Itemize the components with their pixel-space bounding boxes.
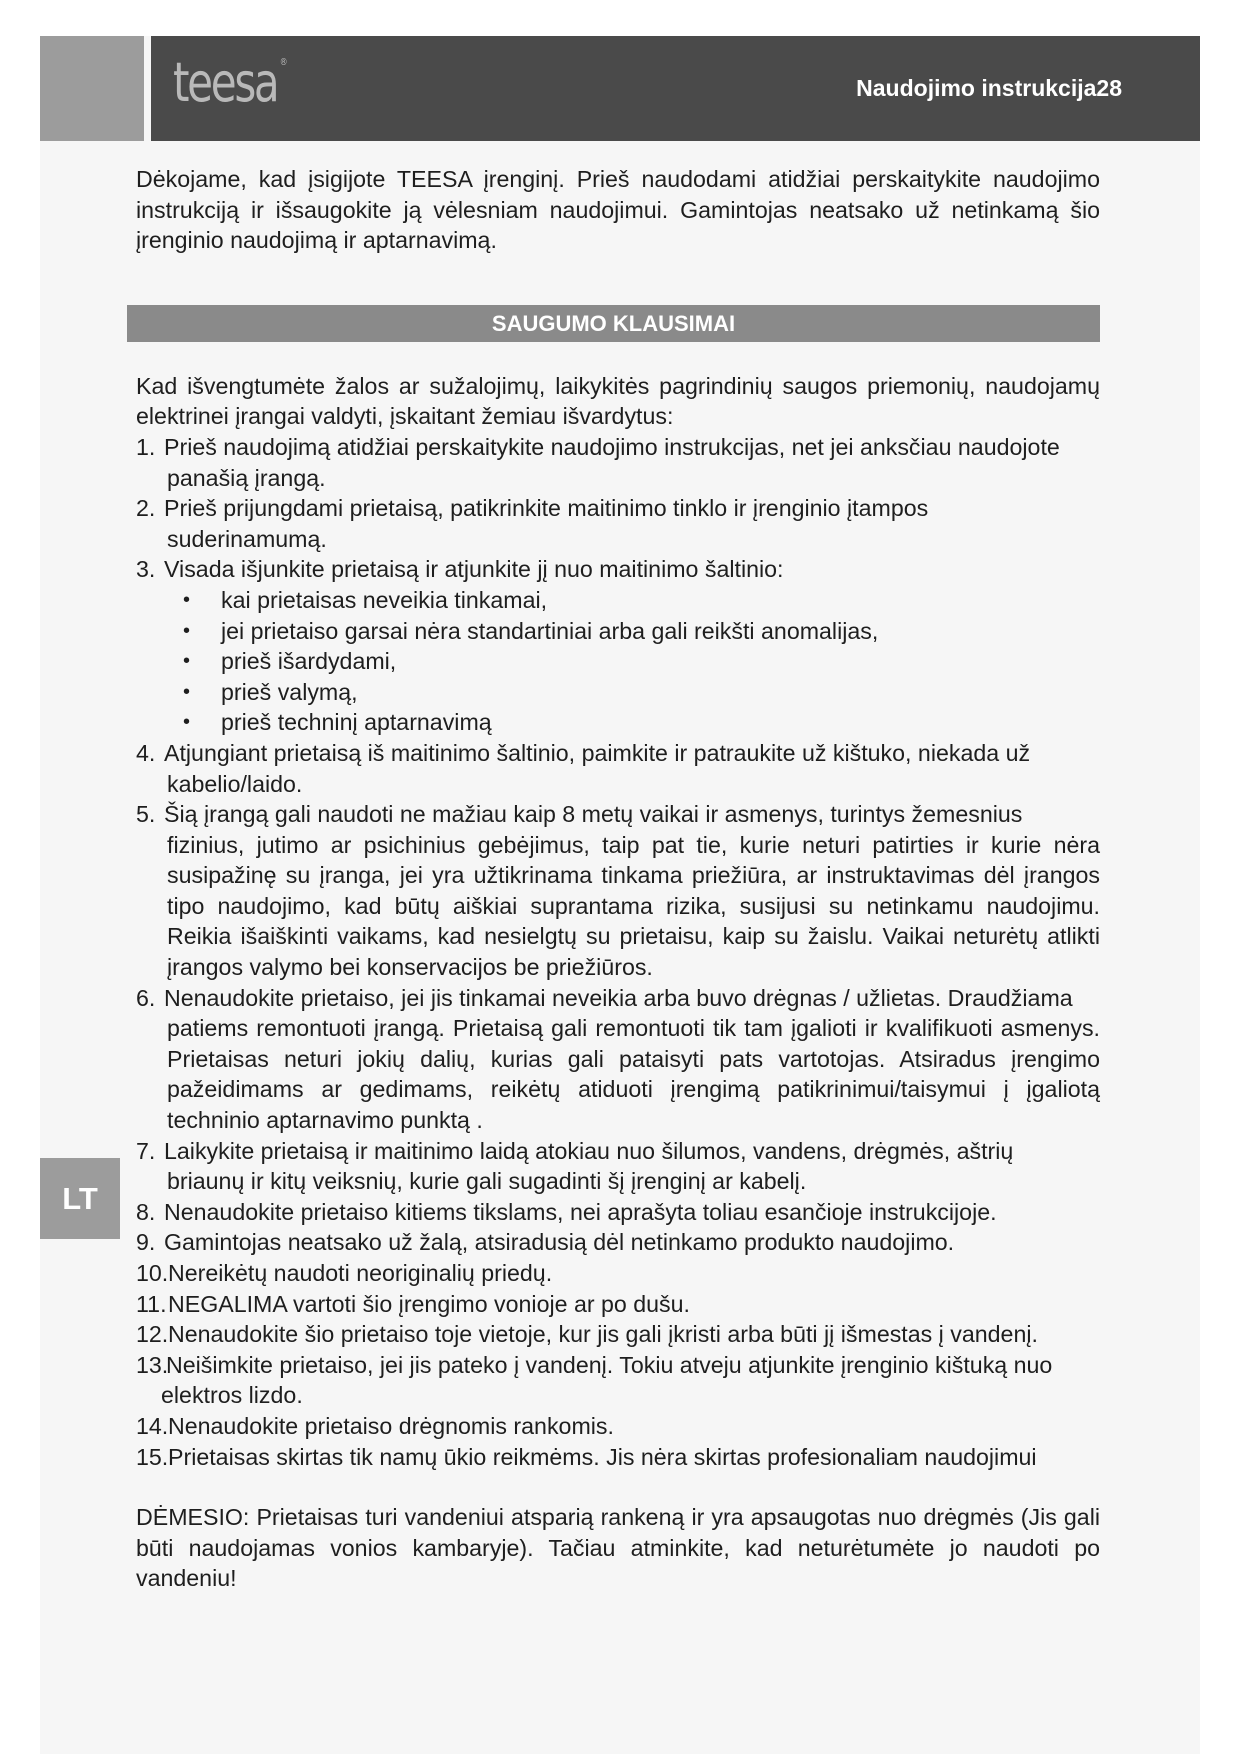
bullet-item: • prieš valymą,	[164, 677, 1100, 708]
item-text: Nenaudokite prietaiso drėgnomis rankomis.	[168, 1412, 614, 1439]
bullet-item: • prieš techninį aptarnavimą	[164, 707, 1100, 738]
item-text-continued: fizinius, jutimo ar psichinius gebėjimus, taip pat tie, kurie neturi patirties ir kurie nėra susipažinę su įranga, jei yra užtikrinama tinkama priežiūra, ar instruktavimas dėl įrangos tipo naudojimo, kad būtų aiškiai suprantama rizika, susijusi su netinkamu naudojimu. Reikia išaiškinti vaikams, kad nesielgtų su prietaisu, kaip su žaislu. Vaikai neturėtų atlikti įrangos valymo bei konservacijos be priežiūros.	[167, 831, 1100, 981]
item-number: 13.	[136, 1351, 169, 1378]
item-number: 5.	[136, 801, 156, 828]
bullet-item: • kai prietaisas neveikia tinkamai,	[164, 585, 1100, 616]
item-number: 3.	[136, 556, 156, 583]
item-text: Gamintojas neatsako už žalą, atsiradusią dėl netinkamo produkto naudojimo.	[164, 1229, 955, 1256]
item-text: Neišimkite prietaiso, jei jis pateko į vandenį. Tokiu atveju atjunkite įrenginio kištuką nuo	[166, 1351, 1053, 1378]
bullet-list	[164, 585, 1100, 738]
item-text: Laikykite prietaisą ir maitinimo laidą atokiau nuo šilumos, vandens, drėgmės, aštrių	[164, 1137, 1014, 1164]
item-text: Nenaudokite prietaiso kitiems tikslams, nei aprašyta toliau esančioje instrukcijoje.	[164, 1198, 997, 1225]
item-text: Prieš prijungdami prietaisą, patikrinkite maitinimo tinklo ir įrenginio įtampos	[164, 495, 929, 522]
list-item	[136, 1442, 1100, 1473]
safety-lead-paragraph: Kad išvengtumėte žalos ar sužalojimų, laikykitės pagrindinių saugos priemonių, naudojamų elektrinei įrangai valdyti, įskaitant žemiau išvardytus:	[136, 372, 1100, 430]
item-text: Šią įrangą gali naudoti ne mažiau kaip 8 metų vaikai ir asmenys, turintys žemesnius	[164, 801, 1023, 828]
item-text: Nenaudokite šio prietaiso toje vietoje, kur jis gali įkristi arba būti jį išmestas į vandenį.	[168, 1321, 1038, 1348]
item-number: 2.	[136, 495, 156, 522]
item-number: 7.	[136, 1137, 156, 1164]
item-number: 15.	[136, 1443, 169, 1470]
brand-logo-text: teesa	[173, 51, 278, 114]
item-number: 4.	[136, 739, 156, 766]
item-text: Nenaudokite prietaiso, jei jis tinkamai neveikia arba buvo drėgnas / užlietas. Draudžiama	[164, 984, 1073, 1011]
item-text-continued: elektros lizdo.	[161, 1382, 303, 1409]
item-text: Atjungiant prietaisą iš maitinimo šaltinio, paimkite ir patraukite už kištuko, niekada už	[164, 739, 1031, 766]
safety-rules-list	[136, 432, 1100, 1472]
item-text-continued: briaunų ir kitų veiksnių, kurie gali sugadinti šį įrenginį ar kabelį.	[167, 1168, 807, 1195]
item-text-continued: panašią įrangą.	[167, 464, 326, 491]
list-item	[136, 1258, 1100, 1289]
registered-mark: ®	[279, 57, 288, 68]
item-number: 1.	[136, 433, 156, 460]
item-text: Prieš naudojimą atidžiai perskaitykite naudojimo instrukcijas, net jei anksčiau naudojote	[164, 433, 1060, 460]
item-text-continued: suderinamumą.	[167, 525, 327, 552]
intro-paragraph: Dėkojame, kad įsigijote TEESA įrenginį. Prieš naudodami atidžiai perskaitykite naudojimo instrukciją ir išsaugokite ją vėlesniam naudojimui. Gamintojas neatsako už netinkamą šio įrenginio naudojimą ir aptarnavimą.	[136, 166, 1100, 254]
item-number: 10.	[136, 1260, 169, 1286]
item-number: 14.	[136, 1412, 169, 1439]
list-item	[136, 554, 1100, 738]
language-tab: LT	[40, 1158, 120, 1239]
warning-paragraph: DĖMESIO: Prietaisas turi vandeniui atsparią rankeną ir yra apsaugotas nuo drėgmės (Jis gali būti naudojamas vonios kambaryje). Tačiau atminkite, kad neturėtumėte jo naudoti po vandeniu!	[136, 1504, 1100, 1592]
list-item	[136, 493, 1100, 554]
brand-logo	[173, 51, 288, 114]
item-number: 8.	[136, 1198, 156, 1225]
item-number: 9.	[136, 1229, 156, 1256]
list-item	[136, 432, 1100, 493]
list-item	[136, 799, 1100, 983]
item-text-continued: patiems remontuoti įrangą. Prietaisą gali remontuoti tik tam įgalioti ir kvalifikuoti asmenys. Prietaisas neturi jokių dalių, kurias gali pataisyti pats vartotojas. Atsiradus įrengimo pažeidimams ar gedimams, reikėtų atiduoti įrengimą patikrinimui/taisymui į įgaliotą techninio aptarnavimo punktą .	[167, 1015, 1100, 1134]
manual-title: Naudojimo instrukcija28	[856, 75, 1122, 101]
document-content	[136, 164, 1100, 1594]
item-text: Visada išjunkite prietaisą ir atjunkite jį nuo maitinimo šaltinio:	[164, 556, 784, 583]
list-item	[136, 1350, 1100, 1411]
list-item	[136, 1411, 1100, 1442]
bullet-item: • prieš išardydami,	[164, 646, 1100, 677]
item-text: NEGALIMA vartoti šio įrengimo vonioje ar po dušu.	[168, 1290, 690, 1317]
list-item	[136, 1319, 1100, 1350]
item-number: 6.	[136, 984, 156, 1011]
header-bar	[151, 36, 1200, 141]
item-text: Prietaisas skirtas tik namų ūkio reikmėms. Jis nėra skirtas profesionaliam naudojimui	[168, 1443, 1037, 1470]
list-item	[136, 1136, 1100, 1197]
item-number: 12.	[136, 1321, 169, 1348]
list-item	[136, 1197, 1100, 1228]
bullet-item: • jei prietaiso garsai nėra standartiniai arba gali reikšti anomalijas,	[164, 616, 1100, 647]
item-number: 11.	[136, 1290, 167, 1317]
item-text-continued: kabelio/laido.	[167, 770, 303, 797]
header-left-block	[40, 36, 144, 141]
list-item	[136, 1289, 1100, 1320]
list-item	[136, 738, 1100, 799]
list-item	[136, 1227, 1100, 1258]
item-text: Nereikėtų naudoti neoriginalių priedų.	[168, 1260, 553, 1286]
section-heading: SAUGUMO KLAUSIMAI	[127, 305, 1100, 342]
list-item	[136, 983, 1100, 1136]
